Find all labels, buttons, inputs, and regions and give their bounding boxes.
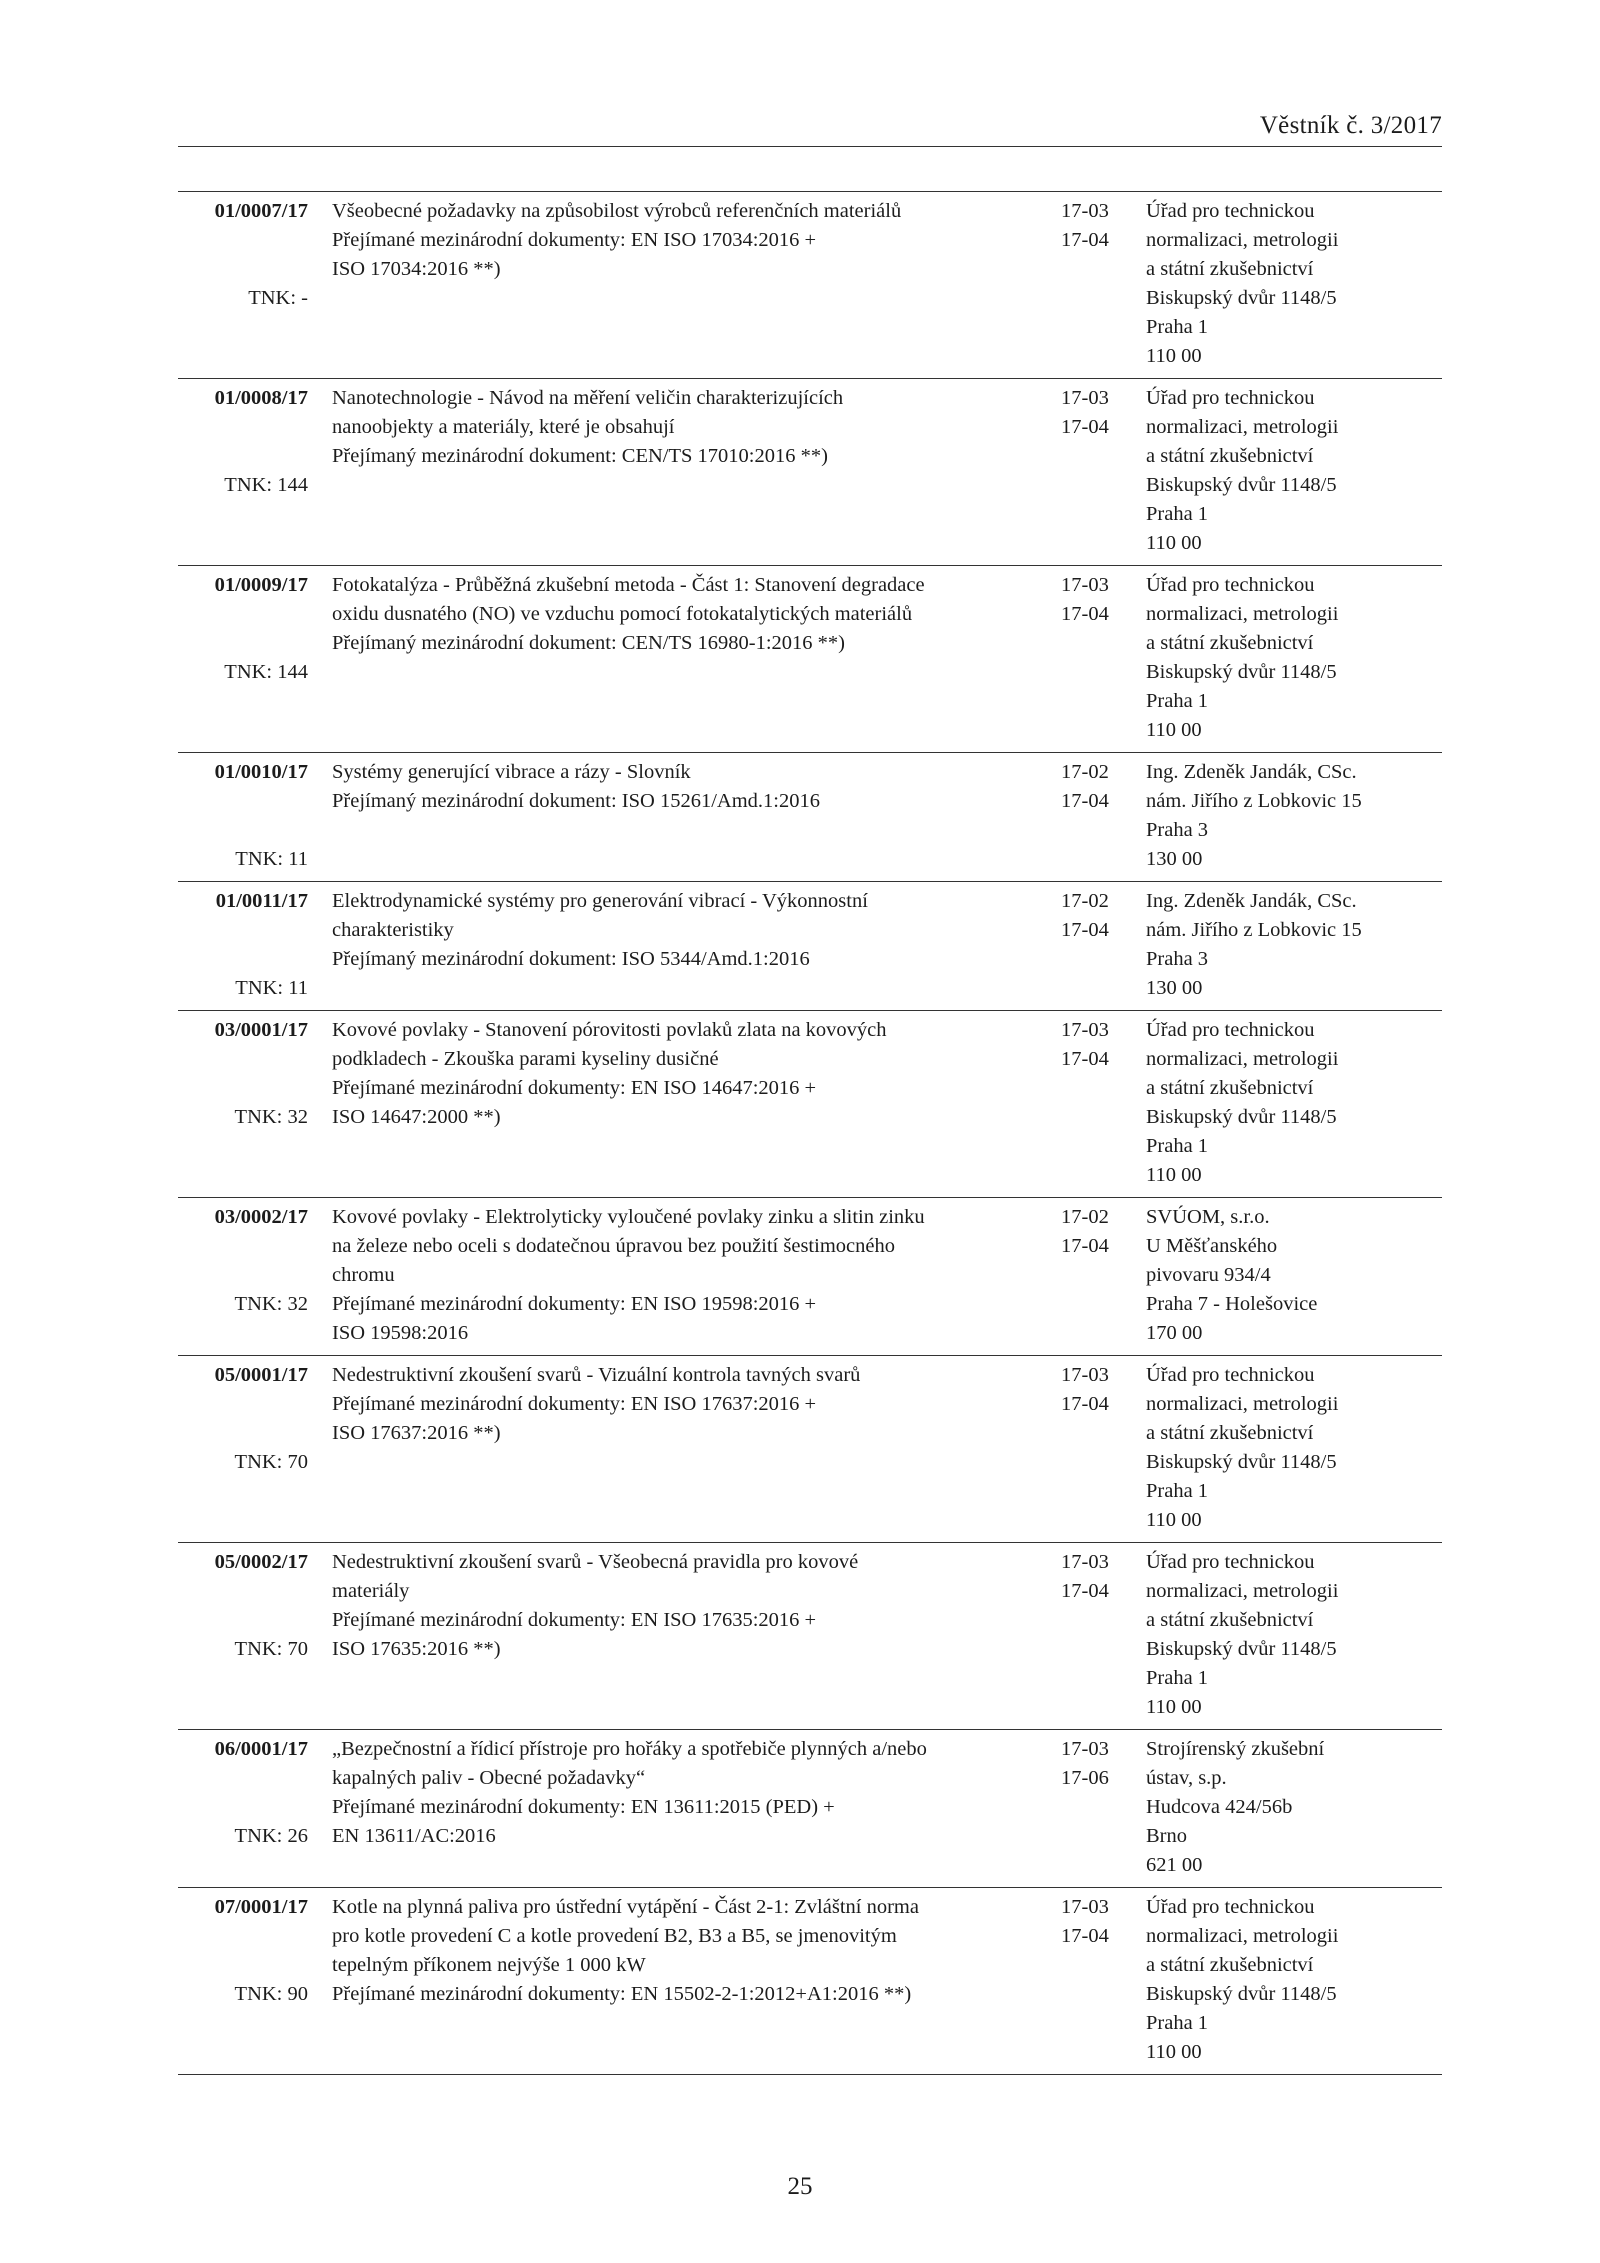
dates-cell <box>1061 758 1131 816</box>
title-line: ISO 17034:2016 **) <box>332 258 501 280</box>
standard-code: 01/0011/17 <box>215 890 308 912</box>
date-value: 17-03 <box>1061 1738 1109 1760</box>
table-row <box>178 1888 1442 2075</box>
standard-id-cell <box>178 384 308 496</box>
date-value: 17-04 <box>1061 603 1109 625</box>
title-line: Přejímané mezinárodní dokumenty: EN ISO 14647:2016 + <box>332 1077 817 1099</box>
address-line: Biskupský dvůr 1148/5 <box>1146 661 1337 683</box>
address-line: normalizaci, metrologii <box>1146 229 1339 251</box>
standard-code: 01/0009/17 <box>214 574 308 596</box>
title-line: Přejímané mezinárodní dokumenty: EN 13611:2015 (PED) + <box>332 1796 835 1818</box>
date-value: 17-06 <box>1061 1767 1109 1789</box>
standard-id-cell <box>178 1016 308 1128</box>
title-line: Přejímané mezinárodní dokumenty: EN ISO 17637:2016 + <box>332 1393 817 1415</box>
title-line: na železe nebo oceli s dodatečnou úpravou bez použití šestimocného <box>332 1235 895 1257</box>
address-cell <box>1146 1203 1446 1348</box>
title-line: kapalných paliv - Obecné požadavky“ <box>332 1767 646 1789</box>
date-value: 17-04 <box>1061 919 1109 941</box>
title-line: Nedestruktivní zkoušení svarů - Všeobecná pravidla pro kovové <box>332 1551 859 1573</box>
address-cell <box>1146 384 1446 558</box>
dates-cell <box>1061 887 1131 945</box>
title-line: Fotokatalýza - Průběžná zkušební metoda - Část 1: Stanovení degradace <box>332 574 925 596</box>
standard-id-cell <box>178 197 308 309</box>
address-line: a státní zkušebnictví <box>1146 1954 1314 1976</box>
address-line: 110 00 <box>1146 2041 1202 2063</box>
address-cell <box>1146 887 1446 1003</box>
title-line: nanoobjekty a materiály, které je obsahují <box>332 416 675 438</box>
address-line: 621 00 <box>1146 1854 1203 1876</box>
address-line: Úřad pro technickou <box>1146 1551 1315 1573</box>
address-line: 110 00 <box>1146 345 1202 367</box>
address-line: Praha 1 <box>1146 1480 1209 1502</box>
address-line: Úřad pro technickou <box>1146 574 1315 596</box>
title-line: Elektrodynamické systémy pro generování vibrací - Výkonnostní <box>332 890 868 912</box>
tnk-number: TNK: 32 <box>234 1106 308 1128</box>
tnk-number: TNK: 26 <box>234 1825 308 1847</box>
address-line: 110 00 <box>1146 1509 1202 1531</box>
standard-id-cell <box>178 1893 308 2005</box>
date-value: 17-03 <box>1061 1896 1109 1918</box>
table-row <box>178 753 1442 882</box>
standard-id-cell <box>178 1361 308 1473</box>
address-line: Praha 1 <box>1146 503 1209 525</box>
dates-cell <box>1061 384 1131 442</box>
title-line: oxidu dusnatého (NO) ve vzduchu pomocí fotokatalytických materiálů <box>332 603 913 625</box>
standards-table <box>178 191 1442 2075</box>
date-value: 17-04 <box>1061 416 1109 438</box>
address-line: normalizaci, metrologii <box>1146 1393 1339 1415</box>
address-line: 110 00 <box>1146 1696 1202 1718</box>
address-cell <box>1146 1548 1446 1722</box>
date-value: 17-04 <box>1061 1235 1109 1257</box>
address-line: SVÚOM, s.r.o. <box>1146 1206 1270 1228</box>
title-line: charakteristiky <box>332 919 454 941</box>
address-line: Úřad pro technickou <box>1146 387 1315 409</box>
date-value: 17-03 <box>1061 1364 1109 1386</box>
title-line: Kovové povlaky - Elektrolyticky vyloučené povlaky zinku a slitin zinku <box>332 1206 925 1228</box>
address-line: Biskupský dvůr 1148/5 <box>1146 474 1337 496</box>
standard-id-cell <box>178 1735 308 1847</box>
table-row <box>178 566 1442 753</box>
date-value: 17-02 <box>1061 761 1109 783</box>
tnk-number: TNK: 11 <box>235 977 308 999</box>
address-line: normalizaci, metrologii <box>1146 416 1339 438</box>
title-line: Všeobecné požadavky na způsobilost výrobců referenčních materiálů <box>332 200 902 222</box>
dates-cell <box>1061 1893 1131 1951</box>
address-line: normalizaci, metrologii <box>1146 1580 1339 1602</box>
address-line: Úřad pro technickou <box>1146 1019 1315 1041</box>
address-line: Praha 1 <box>1146 1135 1209 1157</box>
address-line: Praha 3 <box>1146 819 1209 841</box>
title-line: ISO 17637:2016 **) <box>332 1422 501 1444</box>
date-value: 17-04 <box>1061 1925 1109 1947</box>
table-row <box>178 192 1442 379</box>
address-line: Brno <box>1146 1825 1187 1847</box>
standard-code: 05/0002/17 <box>214 1551 308 1573</box>
address-line: nám. Jiřího z Lobkovic 15 <box>1146 919 1362 941</box>
address-cell <box>1146 197 1446 371</box>
title-line: chromu <box>332 1264 395 1286</box>
address-line: Ing. Zdeněk Jandák, CSc. <box>1146 761 1357 783</box>
address-line: 110 00 <box>1146 719 1202 741</box>
dates-cell <box>1061 1735 1131 1793</box>
standard-code: 05/0001/17 <box>214 1364 308 1386</box>
date-value: 17-03 <box>1061 1019 1109 1041</box>
standard-code: 03/0001/17 <box>214 1019 308 1041</box>
tnk-number: TNK: 144 <box>224 661 308 683</box>
date-value: 17-04 <box>1061 790 1109 812</box>
page-header <box>178 108 1442 147</box>
address-line: Úřad pro technickou <box>1146 200 1315 222</box>
standard-code: 01/0008/17 <box>214 387 308 409</box>
title-line: ISO 17635:2016 **) <box>332 1638 501 1660</box>
standard-id-cell <box>178 887 308 999</box>
address-line: Biskupský dvůr 1148/5 <box>1146 1106 1337 1128</box>
dates-cell <box>1061 571 1131 629</box>
address-line: pivovaru 934/4 <box>1146 1264 1271 1286</box>
date-value: 17-03 <box>1061 1551 1109 1573</box>
address-line: normalizaci, metrologii <box>1146 1048 1339 1070</box>
address-line: Biskupský dvůr 1148/5 <box>1146 287 1337 309</box>
address-line: Ing. Zdeněk Jandák, CSc. <box>1146 890 1357 912</box>
dates-cell <box>1061 1548 1131 1606</box>
address-line: 170 00 <box>1146 1322 1203 1344</box>
dates-cell <box>1061 1016 1131 1074</box>
address-line: Biskupský dvůr 1148/5 <box>1146 1638 1337 1660</box>
address-line: normalizaci, metrologii <box>1146 603 1339 625</box>
address-line: Úřad pro technickou <box>1146 1364 1315 1386</box>
address-cell <box>1146 1735 1446 1880</box>
tnk-number: TNK: 90 <box>234 1983 308 2005</box>
address-line: 110 00 <box>1146 1164 1202 1186</box>
date-value: 17-04 <box>1061 1048 1109 1070</box>
title-line: pro kotle provedení C a kotle provedení B2, B3 a B5, se jmenovitým <box>332 1925 897 1947</box>
dates-cell <box>1061 1361 1131 1419</box>
title-line: Nanotechnologie - Návod na měření veličin charakterizujících <box>332 387 844 409</box>
date-value: 17-03 <box>1061 387 1109 409</box>
standard-code: 07/0001/17 <box>214 1896 308 1918</box>
address-line: Strojírenský zkušební <box>1146 1738 1325 1760</box>
title-line: Kotle na plynná paliva pro ústřední vytápění - Část 2-1: Zvláštní norma <box>332 1896 919 1918</box>
title-line: Kovové povlaky - Stanovení pórovitosti povlaků zlata na kovových <box>332 1019 887 1041</box>
address-line: U Měšťanského <box>1146 1235 1278 1257</box>
address-line: Biskupský dvůr 1148/5 <box>1146 1983 1337 2005</box>
standard-id-cell <box>178 758 308 870</box>
standard-code: 01/0007/17 <box>214 200 308 222</box>
address-line: 130 00 <box>1146 848 1203 870</box>
title-line: Přejímané mezinárodní dokumenty: EN ISO 19598:2016 + <box>332 1293 817 1315</box>
date-value: 17-04 <box>1061 1580 1109 1602</box>
address-line: Úřad pro technickou <box>1146 1896 1315 1918</box>
date-value: 17-03 <box>1061 200 1109 222</box>
tnk-number: TNK: 11 <box>235 848 308 870</box>
address-line: a státní zkušebnictví <box>1146 1077 1314 1099</box>
address-line: Praha 1 <box>1146 2012 1209 2034</box>
title-line: ISO 19598:2016 <box>332 1322 469 1344</box>
date-value: 17-02 <box>1061 1206 1109 1228</box>
title-line: EN 13611/AC:2016 <box>332 1825 496 1847</box>
address-cell <box>1146 1016 1446 1190</box>
tnk-number: TNK: 32 <box>234 1293 308 1315</box>
title-line: Přejímané mezinárodní dokumenty: EN ISO 17635:2016 + <box>332 1609 817 1631</box>
address-cell <box>1146 571 1446 745</box>
title-line: tepelným příkonem nejvýše 1 000 kW <box>332 1954 646 1976</box>
address-line: a státní zkušebnictví <box>1146 1422 1314 1444</box>
address-line: Praha 1 <box>1146 1667 1209 1689</box>
title-line: Přejímaný mezinárodní dokument: CEN/TS 17010:2016 **) <box>332 445 828 467</box>
address-line: Praha 7 - Holešovice <box>1146 1293 1318 1315</box>
table-row <box>178 1730 1442 1888</box>
tnk-number: TNK: 70 <box>234 1451 308 1473</box>
date-value: 17-03 <box>1061 574 1109 596</box>
tnk-number: TNK: 70 <box>234 1638 308 1660</box>
table-row <box>178 1543 1442 1730</box>
address-line: nám. Jiřího z Lobkovic 15 <box>1146 790 1362 812</box>
table-row <box>178 379 1442 566</box>
title-line: Přejímané mezinárodní dokumenty: EN ISO 17034:2016 + <box>332 229 817 251</box>
address-line: normalizaci, metrologii <box>1146 1925 1339 1947</box>
date-value: 17-04 <box>1061 229 1109 251</box>
address-cell <box>1146 758 1446 874</box>
address-line: a státní zkušebnictví <box>1146 1609 1314 1631</box>
standard-code: 01/0010/17 <box>214 761 308 783</box>
address-line: a státní zkušebnictví <box>1146 445 1314 467</box>
date-value: 17-04 <box>1061 1393 1109 1415</box>
address-line: a státní zkušebnictví <box>1146 632 1314 654</box>
tnk-number: TNK: 144 <box>224 474 308 496</box>
title-line: Systémy generující vibrace a rázy - Slovník <box>332 761 691 783</box>
address-line: Praha 1 <box>1146 316 1209 338</box>
title-line: „Bezpečnostní a řídicí přístroje pro hořáky a spotřebiče plynných a/nebo <box>332 1738 927 1760</box>
address-cell <box>1146 1361 1446 1535</box>
address-cell <box>1146 1893 1446 2067</box>
address-line: Hudcova 424/56b <box>1146 1796 1293 1818</box>
address-line: Praha 3 <box>1146 948 1209 970</box>
standard-id-cell <box>178 1548 308 1660</box>
tnk-number: TNK: - <box>248 287 308 309</box>
address-line: Praha 1 <box>1146 690 1209 712</box>
title-line: Přejímaný mezinárodní dokument: CEN/TS 16980-1:2016 **) <box>332 632 846 654</box>
title-line: Přejímané mezinárodní dokumenty: EN 15502-2-1:2012+A1:2016 **) <box>332 1983 912 2005</box>
title-line: materiály <box>332 1580 410 1602</box>
address-line: 110 00 <box>1146 532 1202 554</box>
title-line: podkladech - Zkouška parami kyseliny dusičné <box>332 1048 719 1070</box>
address-line: a státní zkušebnictví <box>1146 258 1314 280</box>
standard-code: 06/0001/17 <box>214 1738 308 1760</box>
table-row <box>178 1198 1442 1356</box>
dates-cell <box>1061 1203 1131 1261</box>
table-row <box>178 1356 1442 1543</box>
dates-cell <box>1061 197 1131 255</box>
title-line: ISO 14647:2000 **) <box>332 1106 501 1128</box>
standard-code: 03/0002/17 <box>214 1206 308 1228</box>
title-line: Nedestruktivní zkoušení svarů - Vizuální kontrola tavných svarů <box>332 1364 861 1386</box>
date-value: 17-02 <box>1061 890 1109 912</box>
journal-title: Věstník č. 3/2017 <box>1259 112 1442 139</box>
table-row <box>178 1011 1442 1198</box>
page-number: 25 <box>787 2173 813 2200</box>
address-line: 130 00 <box>1146 977 1203 999</box>
standard-id-cell <box>178 571 308 683</box>
standard-id-cell <box>178 1203 308 1315</box>
table-row <box>178 882 1442 1011</box>
address-line: ústav, s.p. <box>1146 1767 1227 1789</box>
address-line: Biskupský dvůr 1148/5 <box>1146 1451 1337 1473</box>
title-line: Přejímaný mezinárodní dokument: ISO 15261/Amd.1:2016 <box>332 790 820 812</box>
title-line: Přejímaný mezinárodní dokument: ISO 5344/Amd.1:2016 <box>332 948 810 970</box>
